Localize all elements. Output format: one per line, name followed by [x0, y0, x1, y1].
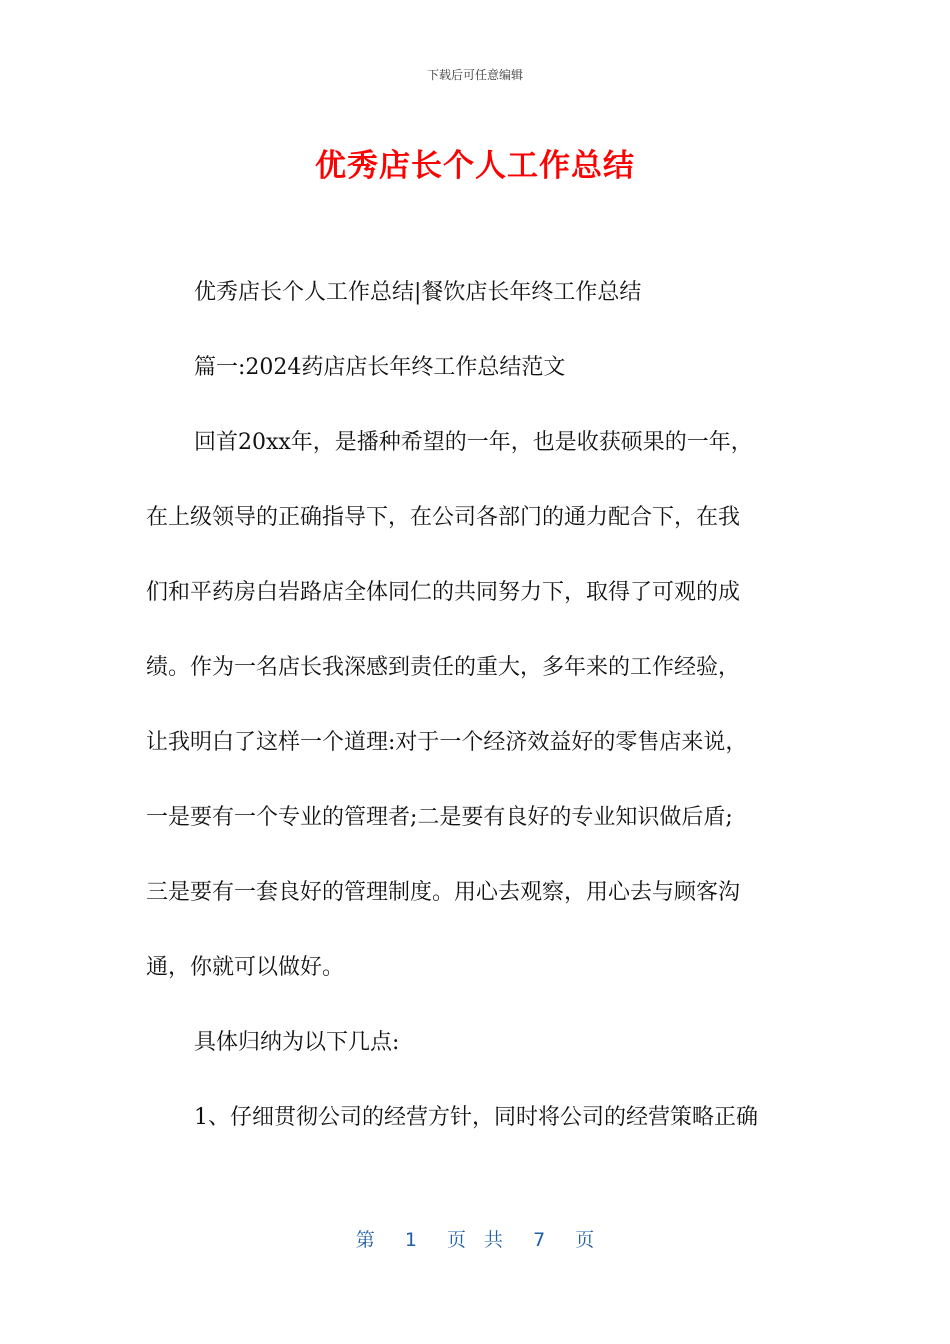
- footer-label-end: 页: [575, 1229, 595, 1251]
- footer-total-pages: 7: [533, 1229, 546, 1251]
- paragraph-line: 绩。作为一名店长我深感到责任的重大，多年来的工作经验，: [146, 655, 741, 680]
- page-footer: [0, 1225, 950, 1252]
- footer-label-of: 页 共: [446, 1229, 504, 1251]
- paragraph-line: 回首20xx年，是播种希望的一年，也是收获硕果的一年，: [194, 430, 753, 455]
- header-note: 下载后可任意编辑: [426, 68, 523, 82]
- paragraph-line: 们和平药房白岩路店全体同仁的共同努力下，取得了可观的成: [146, 580, 741, 605]
- paragraph-line: 具体归纳为以下几点:: [194, 1030, 400, 1055]
- paragraph-line: 1、仔细贯彻公司的经营方针，同时将公司的经营策略正确: [194, 1105, 758, 1130]
- paragraph-line: 优秀店长个人工作总结|餐饮店长年终工作总结: [194, 280, 642, 305]
- paragraph-line: 通，你就可以做好。: [146, 955, 345, 980]
- paragraph-line: 一是要有一个专业的管理者;二是要有良好的专业知识做后盾;: [146, 805, 733, 830]
- footer-label-page: 第: [355, 1229, 375, 1251]
- paragraph-line: 篇一:2024药店店长年终工作总结范文: [194, 355, 566, 380]
- paragraph-line: 在上级领导的正确指导下，在公司各部门的通力配合下，在我: [146, 505, 741, 530]
- paragraph-line: 三是要有一套良好的管理制度。用心去观察，用心去与顾客沟: [146, 880, 741, 905]
- paragraph-line: 让我明白了这样一个道理:对于一个经济效益好的零售店来说，: [146, 730, 748, 755]
- document-title: 优秀店长个人工作总结: [315, 148, 635, 184]
- document-body: [146, 270, 806, 1170]
- footer-current-page: 1: [404, 1229, 417, 1251]
